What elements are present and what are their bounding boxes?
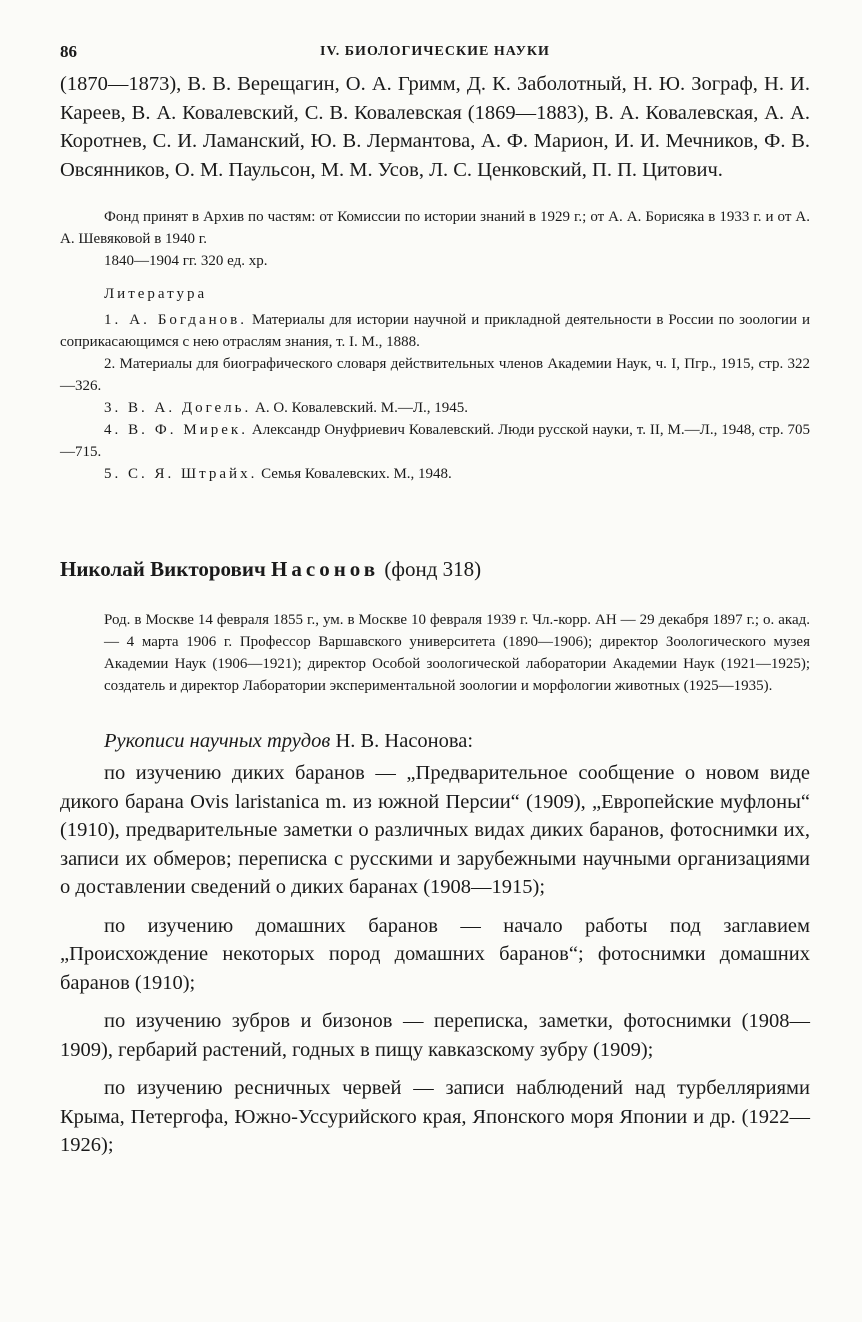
literature-author: 1. А. Богданов. — [104, 312, 247, 328]
literature-item — [60, 463, 810, 485]
manuscript-paragraph: по изучению зубров и бизонов — переписка, заметки, фотоснимки (1908—1909), гербарий растений, годных в пищу кавказскому зубру (1909); — [60, 1010, 810, 1061]
literature-author: 5. С. Я. Штрайх. — [104, 466, 258, 482]
manuscripts-heading-italic: Рукописи научных трудов — [104, 730, 331, 752]
literature-item — [60, 309, 810, 353]
person-name: Николай Викторович — [60, 557, 266, 581]
literature-heading: Литература — [104, 286, 208, 302]
manuscripts-list — [60, 759, 810, 1160]
manuscripts-heading-rest: Н. В. Насонова: — [330, 730, 474, 752]
fund-note-block — [60, 206, 810, 272]
fund-number: (фонд 318) — [384, 557, 482, 581]
document-page — [60, 40, 810, 1170]
page-header — [60, 40, 810, 70]
literature-author: 4. В. Ф. Мирек. — [104, 422, 248, 438]
literature-text: Материалы для истории научной и прикладной деятельности в России по зоологии и соприкасающимся с нею отраслям знания, т. I. М., 1888. — [60, 312, 810, 350]
literature-author: 3. В. А. Догель. — [104, 400, 252, 416]
page-number: 86 — [60, 42, 77, 61]
running-title: IV. БИОЛОГИЧЕСКИЕ НАУКИ — [320, 44, 550, 59]
fund-extent: 1840—1904 гг. 320 ед. хр. — [104, 253, 268, 269]
literature-text: А. О. Ковалевский. М.—Л., 1945. — [251, 400, 469, 416]
manuscript-paragraph: по изучению ресничных червей — записи наблюдений над турбелляриями Крыма, Петергофа, Южно-Уссурийского края, Японского моря Японии и др. (1922—1926); — [60, 1077, 810, 1156]
literature-text: Александр Онуфриевич Ковалевский. Люди русской науки, т. II, М.—Л., 1948, стр. 705—715. — [60, 422, 810, 460]
fund-note: Фонд принят в Архив по частям: от Комиссии по истории знаний в 1929 г.; от А. А. Борисяка в 1933 г. и от А. А. Шевяковой в 1940 г. — [60, 209, 810, 247]
literature-item — [60, 353, 810, 397]
person-surname: Насонов — [271, 557, 380, 581]
person-heading — [60, 555, 810, 583]
biography-note: Род. в Москве 14 февраля 1855 г., ум. в Москве 10 февраля 1939 г. Чл.-корр. АН — 29 декабря 1897 г.; о. акад. — 4 марта 1906 г. Профессор Варшавского университета (1890—1906); директор Зоологического музея Академии Наук (1906—1921); директор Особой зоологической лаборатории Академии Наук (1921—1925); создатель и директор Лаборатории экспериментальной зоологии и морфологии животных (1925—1935). — [104, 612, 810, 694]
manuscript-paragraph: по изучению домашних баранов — начало работы под заглавием „Происхождение некоторых пород домашних баранов“; фотоснимки домашних баранов (1910); — [60, 914, 810, 994]
literature-text: Семья Ковалевских. М., 1948. — [257, 466, 452, 482]
literature-item — [60, 419, 810, 463]
literature-text: 2. Материалы для биографического словаря действительных членов Академии Наук, ч. I, Пгр., 1915, стр. 322—326. — [60, 356, 810, 394]
manuscripts-heading — [104, 727, 810, 755]
members-list-paragraph: (1870—1873), В. В. Верещагин, О. А. Гримм, Д. К. Заболотный, Н. Ю. Зограф, Н. И. Кареев, В. А. Ковалевский, С. В. Ковалевская (1869—1883), В. А. Ковалевская, А. А. Коротнев, С. И. Ламанский, Ю. В. Лермантова, А. Ф. Марион, И. И. Мечников, Ф. В. Овсянников, О. М. Паульсон, М. М. Усов, Л. С. Ценковский, П. П. Цитович. — [60, 73, 810, 181]
literature-list — [60, 309, 810, 485]
manuscript-paragraph: по изучению диких баранов — „Предварительное сообщение о новом виде дикого барана Ovis laristanica m. из южной Персии“ (1909), „Европейские муфлоны“ (1910), предварительные заметки о различных видах диких баранов, фотоснимки их, записи их обмеров; переписка с русскими и зарубежными научными организациями о доставлении сведений о диких баранах (1908—1915); — [60, 762, 810, 898]
literature-item — [60, 397, 810, 419]
